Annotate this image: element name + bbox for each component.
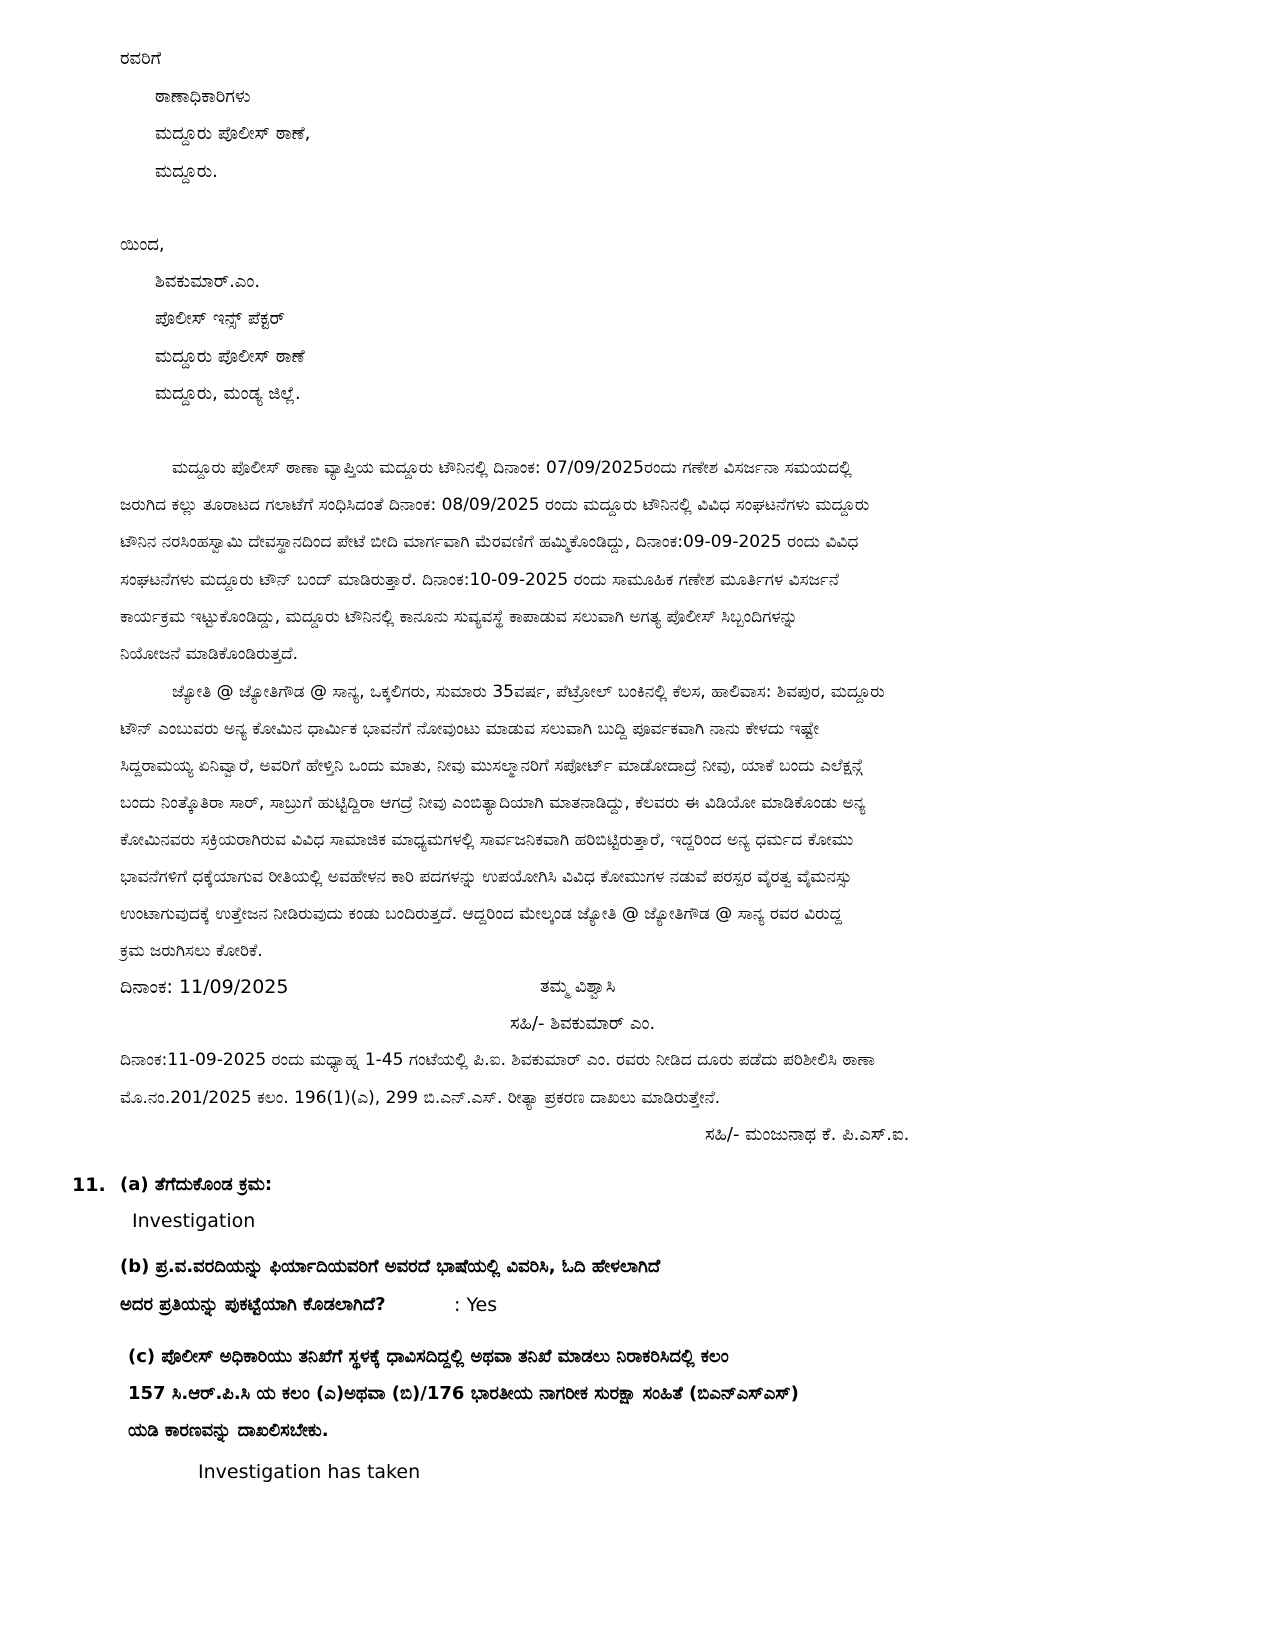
officer-signature: ಸಹಿ/- ಮಂಜುನಾಥ ಕೆ. ಪಿ.ಎಸ್.ಐ. — [705, 1124, 910, 1145]
to-line-2: ಮದ್ದೂರು ಪೊಲೀಸ್ ಠಾಣೆ, — [155, 123, 311, 144]
para2-line-2: ಟೌನ್ ಎಂಬುವರು ಅನ್ಯ ಕೋಮಿನ ಧಾರ್ಮಿಕ ಭಾವನೆಗೆ ನೋವುಂಟು ಮಾಡುವ ಸಲುವಾಗಿ ಬುದ್ದಿ ಪೂರ್ವಕವಾಗಿ ನಾನು ಕೇಳದು ಇಷ್ಟೇ — [120, 719, 819, 739]
para2-line-7: ಉಂಟಾಗುವುದಕ್ಕೆ ಉತ್ತೇಜನ ನೀಡಿರುವುದು ಕಂಡು ಬಂದಿರುತ್ತದೆ. ಆದ್ದರಿಂದ ಮೇಲ್ಕಂಡ ಜ್ಯೋತಿ @ ಜ್ಯೋತಿಗೌಡ @ ಸಾನ್ಯ ರವರ ವಿರುದ್ದ — [120, 904, 843, 924]
section-b-answer: : Yes — [454, 1294, 498, 1316]
registration-line-1: ದಿನಾಂಕ:11-09-2025 ರಂದು ಮಧ್ಯಾಹ್ನ 1-45 ಗಂಟೆಯಲ್ಲಿ ಪಿ.ಐ. ಶಿವಕುಮಾರ್ ಎಂ. ರವರು ನೀಡಿದ ದೂರು ಪಡೆದು ಪರಿಶೀಲಿಸಿ ಠಾಣಾ — [120, 1050, 876, 1070]
complaint-date: ದಿನಾಂಕ: 11/09/2025 — [120, 976, 289, 998]
para2-line-6: ಭಾವನೆಗಳಿಗೆ ಧಕ್ಕೆಯಾಗುವ ರೀತಿಯಲ್ಲಿ ಅವಹೇಳನ ಕಾರಿ ಪದಗಳನ್ನು ಉಪಯೋಗಿಸಿ ವಿವಿಧ ಕೋಮುಗಳ ನಡುವೆ ಪರಸ್ಪರ ವೈರತ್ವ ವೈಮನಸ್ಸು — [120, 867, 852, 887]
section-c-line-2: 157 ಸಿ.ಆರ್.ಪಿ.ಸಿ ಯ ಕಲಂ (ಎ)ಅಥವಾ (ಬಿ)/176 ಭಾರತೀಯ ನಾಗರೀಕ ಸುರಕ್ಷಾ ಸಂಹಿತೆ (ಬಿಎನ್ಎಸ್ಎಸ್) — [128, 1383, 799, 1404]
section-c-line-1: (c) ಪೊಲೀಸ್ ಅಧಿಕಾರಿಯು ತನಿಖೆಗೆ ಸ್ಥಳಕ್ಕೆ ಧಾವಿಸದಿದ್ದಲ್ಲಿ ಅಥವಾ ತನಿಖೆ ಮಾಡಲು ನಿರಾಕರಿಸಿದಲ್ಲಿ ಕಲಂ — [128, 1346, 729, 1367]
para2-line-4: ಬಂದು ನಿಂತ್ಕೊತಿರಾ ಸಾರ್, ಸಾಬ್ರುಗೆ ಹುಟ್ಟಿದ್ದಿರಾ ಆಗದ್ರೆ ನೀವು ಎಂಬಿತ್ಯಾದಿಯಾಗಿ ಮಾತನಾಡಿದ್ದು, ಕೆಲವರು ಈ ವಿಡಿಯೋ ಮಾಡಿಕೊಂಡು ಅನ್ಯ — [120, 793, 866, 813]
complainant-signature: ಸಹಿ/- ಶಿವಕುಮಾರ್ ಎಂ. — [510, 1013, 656, 1034]
para2-line-3: ಸಿದ್ದರಾಮಯ್ಯ ಏನಿವ್ವಾರೆ, ಅವರಿಗೆ ಹೇಳ್ತಿನಿ ಒಂದು ಮಾತು, ನೀವು ಮುಸಲ್ಮಾನರಿಗೆ ಸಪೋರ್ಟ್ ಮಾಡೋದಾದ್ರೆ ನೀವು, ಯಾಕೆ ಬಂದು ಎಲೆಕ್ಷನ್ಗೆ — [120, 756, 863, 776]
para1-line-3: ಟೌನಿನ ನರಸಿಂಹಸ್ವಾಮಿ ದೇವಸ್ಥಾನದಿಂದ ಪೇಟೆ ಬೀದಿ ಮಾರ್ಗವಾಗಿ ಮೆರವಣಿಗೆ ಹಮ್ಮಿಕೊಂಡಿದ್ದು, ದಿನಾಂಕ:09-09-2025 ರಂದು ವಿವಿಧ — [120, 532, 859, 552]
para2-line-8: ಕ್ರಮ ಜರುಗಿಸಲು ಕೋರಿಕೆ. — [120, 941, 263, 961]
para1-line-2: ಜರುಗಿದ ಕಲ್ಲು ತೂರಾಟದ ಗಲಾಟೆಗೆ ಸಂಧಿಸಿದಂತೆ ದಿನಾಂಕ: 08/09/2025 ರಂದು ಮದ್ದೂರು ಟೌನಿನಲ್ಲಿ ವಿವಿಧ ಸಂಘಟನೆಗಳು ಮದ್ದೂರು — [120, 495, 870, 515]
para1-line-1: ಮದ್ದೂರು ಪೊಲೀಸ್ ಠಾಣಾ ವ್ಯಾಪ್ತಿಯ ಮದ್ದೂರು ಟೌನಿನಲ್ಲಿ ದಿನಾಂಕ: 07/09/2025ರಂದು ಗಣೇಶ ವಿಸರ್ಜನಾ ಸಮಯದಲ್ಲಿ — [172, 458, 852, 478]
from-line-4: ಮದ್ದೂರು, ಮಂಡ್ಯ ಜಿಲ್ಲೆ. — [155, 383, 301, 404]
from-line-2: ಪೊಲೀಸ್ ಇನ್ಸ್ ಪೆಕ್ಟರ್ — [155, 308, 285, 329]
section-a-value: Investigation — [132, 1210, 256, 1232]
section-c-value: Investigation has taken — [198, 1461, 421, 1483]
to-line-1: ಠಾಣಾಧಿಕಾರಿಗಳು — [155, 86, 251, 107]
para2-line-1: ಜ್ಯೋತಿ @ ಜ್ಯೋತಿಗೌಡ @ ಸಾನ್ಯ, ಒಕ್ಕಲಿಗರು, ಸುಮಾರು 35ವರ್ಷ, ಪೆಟ್ರೋಲ್ ಬಂಕಿನಲ್ಲಿ ಕೆಲಸ, ಹಾಲಿವಾಸ: ಶಿವಪುರ, ಮದ್ದೂರು — [172, 682, 885, 702]
section-number: 11. — [72, 1174, 106, 1196]
from-heading: ಯಿಂದ, — [120, 234, 165, 255]
para1-line-4: ಸಂಘಟನೆಗಳು ಮದ್ದೂರು ಟೌನ್ ಬಂದ್ ಮಾಡಿರುತ್ತಾರೆ. ದಿನಾಂಕ:10-09-2025 ರಂದು ಸಾಮೂಹಿಕ ಗಣೇಶ ಮೂರ್ತಿಗಳ ವಿಸರ್ಜನೆ — [120, 570, 839, 590]
section-c-line-3: ಯಡಿ ಕಾರಣವನ್ನು ದಾಖಲಿಸಬೇಕು. — [128, 1420, 329, 1441]
regards-text: ತಮ್ಮ ವಿಶ್ವಾಸಿ — [540, 976, 616, 997]
to-line-3: ಮದ್ದೂರು. — [155, 161, 218, 182]
para1-line-6: ನಿಯೋಜನೆ ಮಾಡಿಕೊಂಡಿರುತ್ತದೆ. — [120, 644, 299, 664]
section-b-line-2: ಅದರ ಪ್ರತಿಯನ್ನು ಪುಕಟ್ಟೆಯಾಗಿ ಕೊಡಲಾಗಿದೆ? — [120, 1294, 386, 1315]
section-b-line-1: (b) ಪ್ರ.ವ.ವರದಿಯನ್ನು ಫಿರ್ಯಾದಿಯವರಿಗೆ ಅವರದೆ ಭಾಷೆಯಲ್ಲಿ ವಿವರಿಸಿ, ಓದಿ ಹೇಳಲಾಗಿದೆ — [120, 1256, 661, 1277]
from-line-3: ಮದ್ದೂರು ಪೊಲೀಸ್ ಠಾಣೆ — [155, 346, 305, 367]
section-a-label: (a) ತೆಗೆದುಕೊಂಡ ಕ್ರಮ: — [120, 1174, 273, 1195]
registration-line-2: ಮೊ.ನಂ.201/2025 ಕಲಂ. 196(1)(ಎ), 299 ಬಿ.ಎನ್.ಎಸ್. ರೀತ್ಯಾ ಪ್ರಕರಣ ದಾಖಲು ಮಾಡಿರುತ್ತೇನೆ. — [120, 1088, 721, 1108]
to-heading: ರವರಿಗೆ — [120, 48, 162, 69]
para1-line-5: ಕಾರ್ಯಕ್ರಮ ಇಟ್ಟುಕೊಂಡಿದ್ದು, ಮದ್ದೂರು ಟೌನಿನಲ್ಲಿ ಕಾನೂನು ಸುವ್ಯವಸ್ಥೆ ಕಾಪಾಡುವ ಸಲುವಾಗಿ ಅಗತ್ಯ ಪೊಲೀಸ್ ಸಿಬ್ಬಂದಿಗಳನ್ನು — [120, 607, 798, 627]
para2-line-5: ಕೋಮಿನವರು ಸಕ್ರಿಯರಾಗಿರುವ ವಿವಿಧ ಸಾಮಾಜಿಕ ಮಾಧ್ಯಮಗಳಲ್ಲಿ ಸಾರ್ವಜನಿಕವಾಗಿ ಹರಿಬಿಟ್ಟಿರುತ್ತಾರೆ, ಇದ್ದರಿಂದ ಅನ್ಯ ಧರ್ಮದ ಕೋಮು — [120, 830, 854, 850]
from-line-1: ಶಿವಕುಮಾರ್.ಎಂ. — [155, 271, 261, 292]
